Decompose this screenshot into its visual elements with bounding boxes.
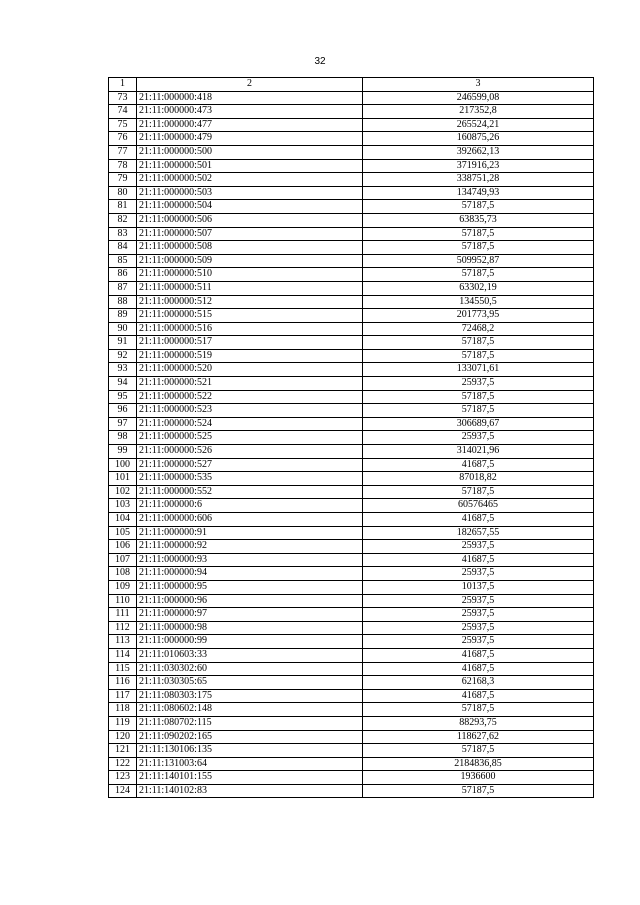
cadastral-number-cell: 21:11:000000:552	[137, 485, 363, 499]
row-number-cell: 95	[109, 390, 137, 404]
value-cell: 134550,5	[363, 295, 594, 309]
cadastral-number-cell: 21:11:000000:6	[137, 499, 363, 513]
value-cell: 314021,96	[363, 445, 594, 459]
table-row	[109, 513, 594, 527]
value-cell: 118627,62	[363, 730, 594, 744]
value-cell: 57187,5	[363, 227, 594, 241]
table-row	[109, 744, 594, 758]
table-row	[109, 227, 594, 241]
table-row	[109, 608, 594, 622]
table-row	[109, 281, 594, 295]
cadastral-number-cell: 21:11:000000:94	[137, 567, 363, 581]
row-number-cell: 81	[109, 200, 137, 214]
value-cell: 201773,95	[363, 309, 594, 323]
header-cell-1: 1	[109, 78, 137, 92]
value-cell: 306689,67	[363, 417, 594, 431]
value-cell: 25937,5	[363, 540, 594, 554]
row-number-cell: 112	[109, 621, 137, 635]
row-number-cell: 99	[109, 445, 137, 459]
table-row	[109, 567, 594, 581]
cadastral-number-cell: 21:11:000000:526	[137, 445, 363, 459]
row-number-cell: 109	[109, 580, 137, 594]
row-number-cell: 86	[109, 268, 137, 282]
cadastral-number-cell: 21:11:000000:527	[137, 458, 363, 472]
value-cell: 57187,5	[363, 349, 594, 363]
table-row	[109, 200, 594, 214]
cadastral-number-cell: 21:11:000000:508	[137, 241, 363, 255]
table-row	[109, 186, 594, 200]
value-cell: 41687,5	[363, 513, 594, 527]
table-row	[109, 431, 594, 445]
table-header-row	[109, 78, 594, 92]
data-table	[108, 77, 594, 798]
table-row	[109, 91, 594, 105]
table-row	[109, 784, 594, 798]
row-number-cell: 121	[109, 744, 137, 758]
value-cell: 160875,26	[363, 132, 594, 146]
value-cell: 392662,13	[363, 145, 594, 159]
page-number: 32	[314, 56, 326, 67]
value-cell: 371916,23	[363, 159, 594, 173]
table-row	[109, 309, 594, 323]
table-row	[109, 254, 594, 268]
row-number-cell: 116	[109, 676, 137, 690]
row-number-cell: 118	[109, 703, 137, 717]
row-number-cell: 117	[109, 689, 137, 703]
value-cell: 57187,5	[363, 784, 594, 798]
table-row	[109, 499, 594, 513]
header-cell-3: 3	[363, 78, 594, 92]
value-cell: 133071,61	[363, 363, 594, 377]
cadastral-number-cell: 21:11:000000:477	[137, 118, 363, 132]
table-row	[109, 580, 594, 594]
cadastral-number-cell: 21:11:000000:99	[137, 635, 363, 649]
row-number-cell: 114	[109, 648, 137, 662]
row-number-cell: 93	[109, 363, 137, 377]
row-number-cell: 76	[109, 132, 137, 146]
cadastral-number-cell: 21:11:000000:512	[137, 295, 363, 309]
cadastral-number-cell: 21:11:000000:98	[137, 621, 363, 635]
value-cell: 25937,5	[363, 594, 594, 608]
row-number-cell: 84	[109, 241, 137, 255]
cadastral-number-cell: 21:11:000000:93	[137, 553, 363, 567]
table-row	[109, 295, 594, 309]
cadastral-number-cell: 21:11:000000:92	[137, 540, 363, 554]
value-cell: 25937,5	[363, 377, 594, 391]
cadastral-number-cell: 21:11:000000:506	[137, 213, 363, 227]
row-number-cell: 89	[109, 309, 137, 323]
value-cell: 57187,5	[363, 744, 594, 758]
value-cell: 25937,5	[363, 567, 594, 581]
cadastral-number-cell: 21:11:080303:175	[137, 689, 363, 703]
row-number-cell: 91	[109, 336, 137, 350]
cadastral-number-cell: 21:11:130106:135	[137, 744, 363, 758]
cadastral-number-cell: 21:11:000000:473	[137, 105, 363, 119]
value-cell: 57187,5	[363, 336, 594, 350]
cadastral-number-cell: 21:11:000000:521	[137, 377, 363, 391]
table-row	[109, 757, 594, 771]
row-number-cell: 73	[109, 91, 137, 105]
value-cell: 182657,55	[363, 526, 594, 540]
cadastral-number-cell: 21:11:140101:155	[137, 771, 363, 785]
row-number-cell: 96	[109, 404, 137, 418]
table-row	[109, 417, 594, 431]
row-number-cell: 87	[109, 281, 137, 295]
value-cell: 509952,87	[363, 254, 594, 268]
value-cell: 57187,5	[363, 241, 594, 255]
row-number-cell: 119	[109, 716, 137, 730]
row-number-cell: 105	[109, 526, 137, 540]
cadastral-number-cell: 21:11:000000:479	[137, 132, 363, 146]
cadastral-number-cell: 21:11:000000:500	[137, 145, 363, 159]
cadastral-number-cell: 21:11:030302:60	[137, 662, 363, 676]
value-cell: 246599,08	[363, 91, 594, 105]
row-number-cell: 75	[109, 118, 137, 132]
cadastral-number-cell: 21:11:000000:516	[137, 322, 363, 336]
table-row	[109, 363, 594, 377]
value-cell: 41687,5	[363, 458, 594, 472]
value-cell: 25937,5	[363, 431, 594, 445]
cadastral-number-cell: 21:11:000000:504	[137, 200, 363, 214]
cadastral-number-cell: 21:11:000000:523	[137, 404, 363, 418]
cadastral-number-cell: 21:11:000000:517	[137, 336, 363, 350]
cadastral-number-cell: 21:11:000000:501	[137, 159, 363, 173]
cadastral-number-cell: 21:11:000000:525	[137, 431, 363, 445]
table-row	[109, 594, 594, 608]
cadastral-number-cell: 21:11:000000:606	[137, 513, 363, 527]
value-cell: 63302,19	[363, 281, 594, 295]
cadastral-number-cell: 21:11:010603:33	[137, 648, 363, 662]
table-row	[109, 213, 594, 227]
value-cell: 57187,5	[363, 404, 594, 418]
row-number-cell: 85	[109, 254, 137, 268]
table-row	[109, 132, 594, 146]
table-row	[109, 336, 594, 350]
cadastral-number-cell: 21:11:000000:507	[137, 227, 363, 241]
row-number-cell: 94	[109, 377, 137, 391]
table-row	[109, 268, 594, 282]
table-row	[109, 676, 594, 690]
row-number-cell: 124	[109, 784, 137, 798]
row-number-cell: 108	[109, 567, 137, 581]
cadastral-number-cell: 21:11:000000:509	[137, 254, 363, 268]
table-row	[109, 485, 594, 499]
row-number-cell: 111	[109, 608, 137, 622]
row-number-cell: 110	[109, 594, 137, 608]
value-cell: 41687,5	[363, 648, 594, 662]
table-row	[109, 118, 594, 132]
cadastral-number-cell: 21:11:000000:418	[137, 91, 363, 105]
value-cell: 57187,5	[363, 703, 594, 717]
table-row	[109, 635, 594, 649]
table-row	[109, 716, 594, 730]
row-number-cell: 98	[109, 431, 137, 445]
cadastral-number-cell: 21:11:000000:97	[137, 608, 363, 622]
value-cell: 41687,5	[363, 553, 594, 567]
value-cell: 57187,5	[363, 485, 594, 499]
value-cell: 338751,28	[363, 173, 594, 187]
row-number-cell: 88	[109, 295, 137, 309]
row-number-cell: 82	[109, 213, 137, 227]
table-row	[109, 621, 594, 635]
header-cell-2: 2	[137, 78, 363, 92]
cadastral-number-cell: 21:11:000000:520	[137, 363, 363, 377]
value-cell: 57187,5	[363, 390, 594, 404]
value-cell: 41687,5	[363, 662, 594, 676]
row-number-cell: 80	[109, 186, 137, 200]
row-number-cell: 100	[109, 458, 137, 472]
value-cell: 217352,8	[363, 105, 594, 119]
row-number-cell: 78	[109, 159, 137, 173]
value-cell: 25937,5	[363, 621, 594, 635]
row-number-cell: 79	[109, 173, 137, 187]
value-cell: 87018,82	[363, 472, 594, 486]
row-number-cell: 97	[109, 417, 137, 431]
value-cell: 72468,2	[363, 322, 594, 336]
row-number-cell: 102	[109, 485, 137, 499]
value-cell: 25937,5	[363, 608, 594, 622]
row-number-cell: 104	[109, 513, 137, 527]
value-cell: 62168,3	[363, 676, 594, 690]
table-row	[109, 390, 594, 404]
cadastral-number-cell: 21:11:000000:535	[137, 472, 363, 486]
cadastral-number-cell: 21:11:000000:502	[137, 173, 363, 187]
table-row	[109, 771, 594, 785]
cadastral-number-cell: 21:11:000000:511	[137, 281, 363, 295]
table-row	[109, 404, 594, 418]
table-row	[109, 540, 594, 554]
value-cell: 57187,5	[363, 200, 594, 214]
table-row	[109, 145, 594, 159]
value-cell: 63835,73	[363, 213, 594, 227]
value-cell: 25937,5	[363, 635, 594, 649]
table-body	[109, 78, 594, 798]
cadastral-number-cell: 21:11:000000:524	[137, 417, 363, 431]
row-number-cell: 115	[109, 662, 137, 676]
cadastral-number-cell: 21:11:080602:148	[137, 703, 363, 717]
table-row	[109, 472, 594, 486]
cadastral-number-cell: 21:11:000000:95	[137, 580, 363, 594]
row-number-cell: 107	[109, 553, 137, 567]
value-cell: 60576465	[363, 499, 594, 513]
cadastral-number-cell: 21:11:140102:83	[137, 784, 363, 798]
table-row	[109, 553, 594, 567]
row-number-cell: 74	[109, 105, 137, 119]
row-number-cell: 101	[109, 472, 137, 486]
row-number-cell: 120	[109, 730, 137, 744]
value-cell: 41687,5	[363, 689, 594, 703]
cadastral-number-cell: 21:11:000000:510	[137, 268, 363, 282]
row-number-cell: 113	[109, 635, 137, 649]
value-cell: 10137,5	[363, 580, 594, 594]
row-number-cell: 123	[109, 771, 137, 785]
row-number-cell: 122	[109, 757, 137, 771]
row-number-cell: 77	[109, 145, 137, 159]
table-row	[109, 159, 594, 173]
cadastral-number-cell: 21:11:030305:65	[137, 676, 363, 690]
table-row	[109, 377, 594, 391]
table-row	[109, 349, 594, 363]
table-row	[109, 703, 594, 717]
cadastral-number-cell: 21:11:000000:522	[137, 390, 363, 404]
row-number-cell: 106	[109, 540, 137, 554]
value-cell: 2184836,85	[363, 757, 594, 771]
table-row	[109, 526, 594, 540]
value-cell: 1936600	[363, 771, 594, 785]
value-cell: 88293,75	[363, 716, 594, 730]
table-row	[109, 445, 594, 459]
table-row	[109, 730, 594, 744]
table-row	[109, 689, 594, 703]
cadastral-number-cell: 21:11:000000:503	[137, 186, 363, 200]
table-row	[109, 322, 594, 336]
cadastral-number-cell: 21:11:000000:91	[137, 526, 363, 540]
value-cell: 57187,5	[363, 268, 594, 282]
cadastral-number-cell: 21:11:090202:165	[137, 730, 363, 744]
value-cell: 134749,93	[363, 186, 594, 200]
table-row	[109, 648, 594, 662]
row-number-cell: 83	[109, 227, 137, 241]
table-row	[109, 173, 594, 187]
cadastral-number-cell: 21:11:000000:519	[137, 349, 363, 363]
value-cell: 265524,21	[363, 118, 594, 132]
table-row	[109, 241, 594, 255]
cadastral-number-cell: 21:11:131003:64	[137, 757, 363, 771]
cadastral-number-cell: 21:11:000000:515	[137, 309, 363, 323]
row-number-cell: 103	[109, 499, 137, 513]
table-row	[109, 105, 594, 119]
row-number-cell: 90	[109, 322, 137, 336]
cadastral-number-cell: 21:11:080702:115	[137, 716, 363, 730]
table-row	[109, 662, 594, 676]
table-row	[109, 458, 594, 472]
cadastral-number-cell: 21:11:000000:96	[137, 594, 363, 608]
row-number-cell: 92	[109, 349, 137, 363]
